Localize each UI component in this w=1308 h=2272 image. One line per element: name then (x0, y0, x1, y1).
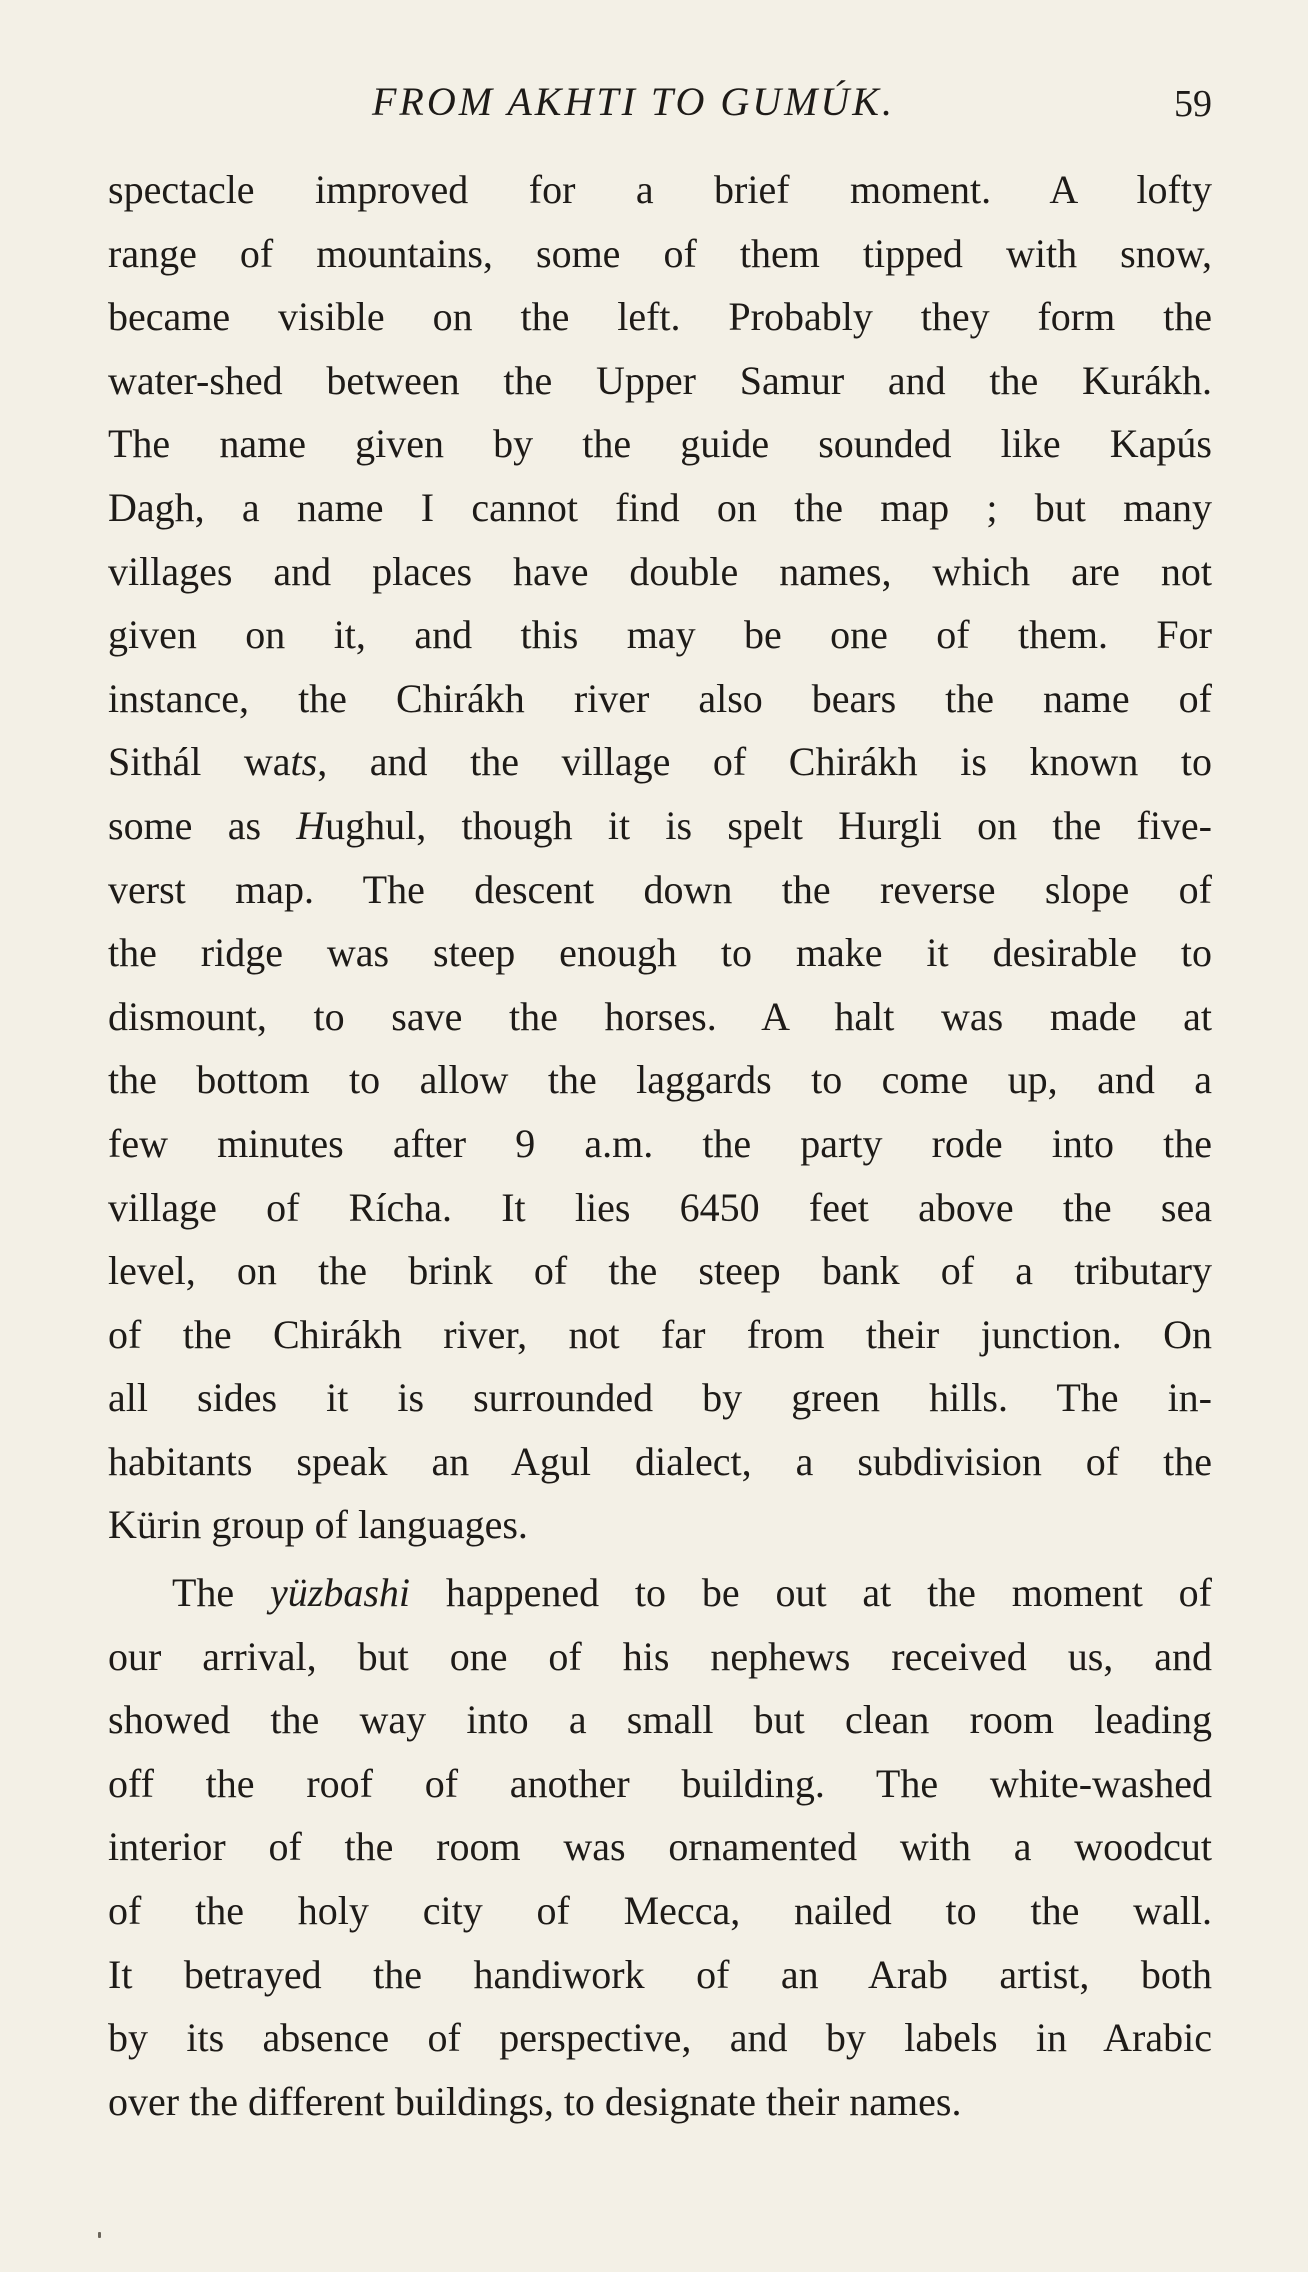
text-line (108, 1366, 1212, 1430)
text-line (108, 1048, 1212, 1112)
text-line (108, 1561, 1212, 1625)
text-run: given on it, and this may be one of them. For (108, 612, 1212, 658)
text-line (108, 1112, 1212, 1176)
text-line (108, 412, 1212, 476)
text-line (108, 1303, 1212, 1367)
text-run: water-shed between the Upper Samur and the Kurákh. (108, 357, 1212, 403)
text-run: spectacle improved for a brief moment. A lofty (108, 167, 1212, 212)
paragraph (108, 158, 1212, 1557)
text-run: the ridge was steep enough to make it desirable to (108, 930, 1212, 976)
text-run: Sithál wa (108, 739, 291, 785)
text-line (108, 540, 1212, 604)
text-line (108, 158, 1212, 222)
body-text (108, 158, 1212, 2133)
text-line (108, 794, 1212, 858)
italic-text: ts (290, 739, 318, 785)
text-line (108, 349, 1212, 413)
print-speck (98, 2232, 101, 2238)
text-run: interior of the room was ornamented with a woodcut (108, 1824, 1212, 1870)
text-run: over the different buildings, to designate their names. (108, 2078, 962, 2124)
text-line (108, 603, 1212, 667)
italic-text: H (296, 802, 326, 848)
text-run: all sides it is surrounded by green hills. The in- (108, 1375, 1212, 1421)
text-run: dismount, to save the horses. A halt was made at (108, 993, 1212, 1039)
text-run: The (172, 1570, 271, 1616)
page-number: 59 (1174, 83, 1212, 125)
text-line (108, 1752, 1212, 1816)
text-line (108, 2006, 1212, 2070)
text-line (108, 2070, 1212, 2134)
text-line (108, 222, 1212, 286)
text-run: our arrival, but one of his nephews received us, and (108, 1633, 1212, 1679)
text-run: the bottom to allow the laggards to come up, and a (108, 1057, 1212, 1103)
text-run: few minutes after 9 a.m. the party rode into the (108, 1120, 1212, 1166)
text-run: verst map. The descent down the reverse slope of (108, 866, 1212, 912)
text-run: level, on the brink of the steep bank of a tributary (108, 1248, 1212, 1294)
text-run: village of Rícha. It lies 6450 feet above the sea (108, 1184, 1212, 1230)
text-line (108, 667, 1212, 731)
italic-text: yüzbashi (270, 1570, 411, 1616)
text-run: Kürin group of languages. (108, 1502, 528, 1548)
paragraph (108, 1561, 1212, 2133)
text-line (108, 1430, 1212, 1494)
text-run: villages and places have double names, which are not (108, 548, 1212, 594)
text-line (108, 1879, 1212, 1943)
text-line (108, 921, 1212, 985)
text-line (108, 1943, 1212, 2007)
text-run: some as (108, 802, 297, 848)
text-run: Dagh, a name I cannot find on the map ; but many (108, 484, 1212, 530)
text-run: of the holy city of Mecca, nailed to the wall. (108, 1888, 1212, 1934)
text-line (108, 1493, 1212, 1557)
text-line (108, 1688, 1212, 1752)
text-run: became visible on the left. Probably they form the (108, 294, 1212, 340)
text-run: range of mountains, some of them tipped with snow, (108, 230, 1212, 276)
text-line (108, 1625, 1212, 1689)
text-run: off the roof of another building. The white-washed (108, 1760, 1212, 1806)
text-line (108, 730, 1212, 794)
text-run: showed the way into a small but clean room leading (108, 1697, 1212, 1743)
text-run: habitants speak an Agul dialect, a subdivision of the (108, 1438, 1212, 1484)
text-run: happened to be out at the moment of (410, 1570, 1213, 1616)
text-run: It betrayed the handiwork of an Arab artist, both (108, 1951, 1212, 1997)
text-run: , and the village of Chirákh is known to (317, 739, 1213, 785)
text-run: ughul, though it is spelt Hurgli on the five- (325, 802, 1212, 848)
text-run: instance, the Chirákh river also bears the name of (108, 675, 1212, 721)
running-head (0, 72, 1308, 132)
text-line (108, 1815, 1212, 1879)
text-run: by its absence of perspective, and by labels in Arabic (108, 2015, 1212, 2061)
text-run: of the Chirákh river, not far from their junction. On (108, 1311, 1212, 1357)
text-line (108, 476, 1212, 540)
text-line (108, 858, 1212, 922)
text-line (108, 1176, 1212, 1240)
text-run: The name given by the guide sounded like Kapús (108, 421, 1212, 467)
running-title: FROM AKHTI TO GUMÚK. (372, 79, 895, 124)
text-line (108, 285, 1212, 349)
text-line (108, 985, 1212, 1049)
text-line (108, 1239, 1212, 1303)
